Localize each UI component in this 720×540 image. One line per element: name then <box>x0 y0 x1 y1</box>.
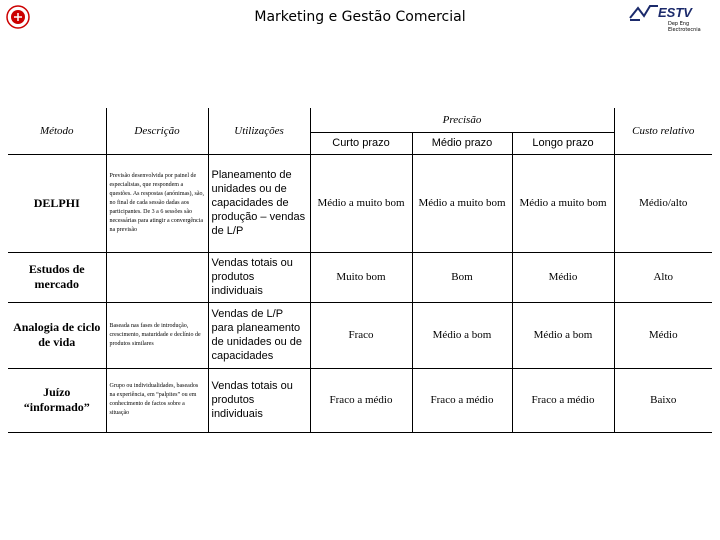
forecast-methods-table <box>8 108 712 433</box>
medium-term-cell: Bom <box>412 252 512 302</box>
header-medium-term: Médio prazo <box>412 132 512 154</box>
table-row <box>8 368 712 432</box>
method-cell: Juízo “informado” <box>8 368 106 432</box>
long-term-cell: Fraco a médio <box>512 368 614 432</box>
long-term-cell: Médio a bom <box>512 302 614 368</box>
uses-cell: Planeamento de unidades ou de capacidades de produção – vendas de L/P <box>208 154 310 252</box>
method-cell: Analogia de ciclo de vida <box>8 302 106 368</box>
cost-cell: Médio <box>614 302 712 368</box>
header-uses: Utilizações <box>208 108 310 154</box>
medium-term-cell: Fraco a médio <box>412 368 512 432</box>
department-line: Electrotecnia <box>668 27 701 33</box>
description-cell: Previsão desenvolvida por painel de especialistas, que respondem a questões. As respostas (anónimas), são, no final de cada sessão dadas aos participantes. De 3 a 6 sessões são necessárias para atingir a convergência na previsão <box>106 154 208 252</box>
method-cell: Estudos de mercado <box>8 252 106 302</box>
seal-icon <box>6 5 30 29</box>
long-term-cell: Médio <box>512 252 614 302</box>
description-cell: Baseada nas fases de introdução, crescimento, maturidade e declínio de produtos similares <box>106 302 208 368</box>
short-term-cell: Médio a muito bom <box>310 154 412 252</box>
page-title: Marketing e Gestão Comercial <box>254 9 466 25</box>
table-row <box>8 302 712 368</box>
cost-cell: Alto <box>614 252 712 302</box>
department-logo <box>628 4 708 36</box>
header-long-term: Longo prazo <box>512 132 614 154</box>
uses-cell: Vendas totais ou produtos individuais <box>208 252 310 302</box>
method-cell: DELPHI <box>8 154 106 252</box>
svg-text:ESTV: ESTV <box>658 5 692 20</box>
university-logo <box>6 5 30 29</box>
header-relative-cost: Custo relativo <box>614 108 712 154</box>
header-description: Descrição <box>106 108 208 154</box>
est-logo-icon <box>628 4 706 22</box>
header-precision: Precisão <box>310 108 614 132</box>
short-term-cell: Fraco a médio <box>310 368 412 432</box>
uses-cell: Vendas totais ou produtos individuais <box>208 368 310 432</box>
long-term-cell: Médio a muito bom <box>512 154 614 252</box>
header-method: Método <box>8 108 106 154</box>
cost-cell: Baixo <box>614 368 712 432</box>
department-label <box>668 21 708 33</box>
short-term-cell: Fraco <box>310 302 412 368</box>
description-cell: Grupo ou individualidades, baseados na experiência, em “palpites” ou em conhecimento de factos sobre a situação <box>106 368 208 432</box>
cost-cell: Médio/alto <box>614 154 712 252</box>
uses-cell: Vendas de L/P para planeamento de unidades ou de capacidades <box>208 302 310 368</box>
short-term-cell: Muito bom <box>310 252 412 302</box>
medium-term-cell: Médio a bom <box>412 302 512 368</box>
description-cell <box>106 252 208 302</box>
department-line: Dep Eng <box>668 21 690 27</box>
table-row <box>8 154 712 252</box>
table-row <box>8 252 712 302</box>
header-short-term: Curto prazo <box>310 132 412 154</box>
medium-term-cell: Médio a muito bom <box>412 154 512 252</box>
